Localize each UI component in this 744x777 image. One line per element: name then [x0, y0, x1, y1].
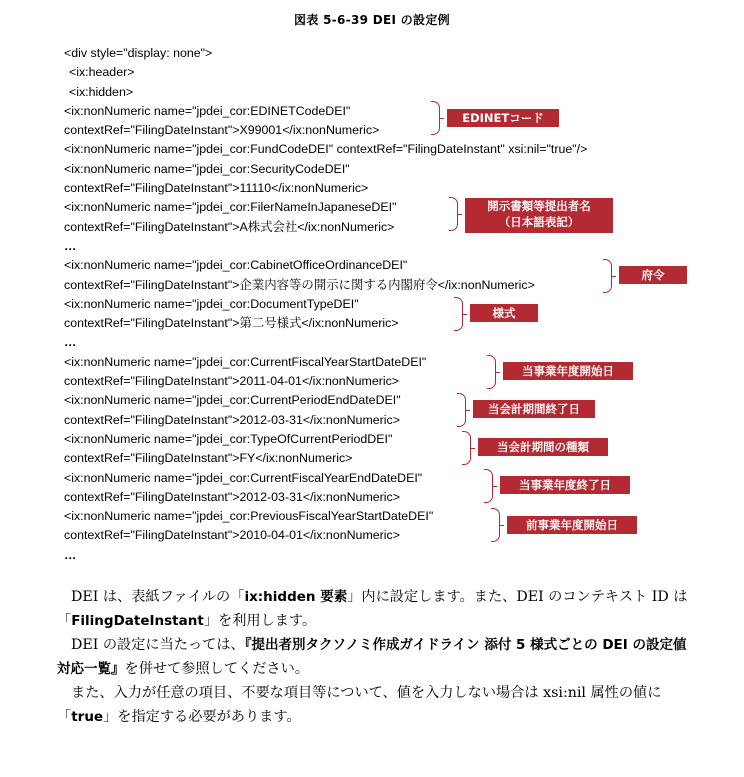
callout-document-type: 様式 [470, 304, 538, 322]
callout-ordinance: 府令 [619, 266, 687, 284]
code-line: <ix:header> [69, 65, 135, 80]
figure-title: 図表 5-6-39 DEI の設定例 [294, 13, 450, 27]
callout-period-end: 当会計期間終了日 [473, 400, 595, 418]
ellipsis: … [64, 335, 78, 350]
paragraph-1 [57, 585, 697, 633]
brace-period-type [462, 431, 471, 465]
code-line: contextRef="FilingDateInstant">企業内容等の開示に関する内閣府令</ix:nonNumeric> [64, 277, 535, 292]
code-line: <ix:nonNumeric name="jpdei_cor:PreviousFiscalYearStartDateDEI" [64, 509, 434, 524]
callout-filer-name [465, 198, 613, 233]
code-line: <ix:nonNumeric name="jpdei_cor:CurrentFiscalYearEndDateDEI" [64, 470, 423, 485]
paragraph-3 [57, 681, 697, 729]
code-line: contextRef="FilingDateInstant">2011-04-01</ix:nonNumeric> [64, 374, 400, 389]
brace-fy-start [487, 355, 496, 389]
emphasis: true [71, 709, 104, 725]
code-line: contextRef="FilingDateInstant">FY</ix:nonNumeric> [64, 451, 353, 466]
ellipsis: … [64, 547, 78, 562]
code-line: <ix:nonNumeric name="jpdei_cor:FilerNameInJapaneseDEI" [64, 200, 397, 215]
code-line: contextRef="FilingDateInstant">11110</ix:nonNumeric> [64, 181, 369, 196]
code-line: contextRef="FilingDateInstant">A株式会社</ix:nonNumeric> [64, 219, 395, 234]
text: また、入力が任意の項目、不要な項目等について、値を入力しない場合は xsi:nil 属性の値に「 [57, 685, 662, 725]
code-line: contextRef="FilingDateInstant">2012-03-31</ix:nonNumeric> [64, 412, 400, 427]
code-line: <ix:nonNumeric name="jpdei_cor:DocumentTypeDEI" [64, 296, 359, 311]
brace-filer-name [449, 197, 458, 231]
code-line: <ix:hidden> [69, 84, 134, 99]
code-line: <div style="display: none"> [64, 46, 213, 60]
text: DEI は、表紙ファイルの「 [71, 589, 245, 605]
brace-edinet-code [431, 101, 440, 135]
code-line: <ix:nonNumeric name="jpdei_cor:CabinetOfficeOrdinanceDEI" [64, 258, 408, 273]
code-line: <ix:nonNumeric name="jpdei_cor:EDINETCodeDEI" [64, 103, 351, 118]
brace-document-type [454, 297, 463, 331]
text: を併せて参照してください。 [124, 661, 309, 677]
text: 」を利用します。 [203, 613, 317, 629]
callout-period-type: 当会計期間の種類 [478, 438, 608, 456]
callout-filer-name-line2: （日本語表記） [498, 214, 580, 229]
callout-filer-name-line1: 開示書類等提出者名 [487, 199, 591, 213]
code-line: contextRef="FilingDateInstant">第二号様式</ix:nonNumeric> [64, 316, 399, 331]
brace-prev-fy-start [491, 508, 500, 542]
brace-period-end [457, 393, 466, 427]
code-line: contextRef="FilingDateInstant">2012-03-31</ix:nonNumeric> [64, 489, 400, 504]
code-line: <ix:nonNumeric name="jpdei_cor:FundCodeDEI" contextRef="FilingDateInstant" xsi:nil="true"/> [64, 142, 588, 157]
emphasis: 『提出者別タクソノミ作成ガイドライン 添付 5 様式ごとの DEI の設定値対応一覧』 [57, 637, 687, 677]
callout-fy-start: 当事業年度開始日 [503, 362, 633, 380]
brace-ordinance [603, 259, 612, 293]
code-line: <ix:nonNumeric name="jpdei_cor:TypeOfCurrentPeriodDEI" [64, 431, 393, 446]
ellipsis: … [64, 238, 78, 253]
code-line: <ix:nonNumeric name="jpdei_cor:CurrentPeriodEndDateDEI" [64, 393, 401, 408]
text: DEI の設定に当たっては、 [71, 637, 245, 653]
code-line: contextRef="FilingDateInstant">2010-04-01</ix:nonNumeric> [64, 528, 400, 543]
brace-fy-end [484, 469, 493, 503]
code-line: <ix:nonNumeric name="jpdei_cor:SecurityCodeDEI" [64, 161, 350, 176]
callout-fy-end: 当事業年度終了日 [500, 476, 630, 494]
emphasis: FilingDateInstant [71, 613, 204, 629]
text: 」を指定する必要があります。 [103, 709, 301, 725]
code-line: contextRef="FilingDateInstant">X99001</ix:nonNumeric> [64, 123, 380, 138]
callout-edinet-code: EDINETコード [447, 109, 559, 127]
paragraph-2 [57, 633, 697, 681]
emphasis: ix:hidden 要素 [244, 589, 348, 605]
code-line: <ix:nonNumeric name="jpdei_cor:CurrentFiscalYearStartDateDEI" [64, 354, 427, 369]
callout-prev-fy-start: 前事業年度開始日 [507, 516, 637, 534]
text: 」内に設定します。また、DEI のコンテキスト ID は「 [57, 589, 688, 629]
body-text [57, 585, 697, 729]
